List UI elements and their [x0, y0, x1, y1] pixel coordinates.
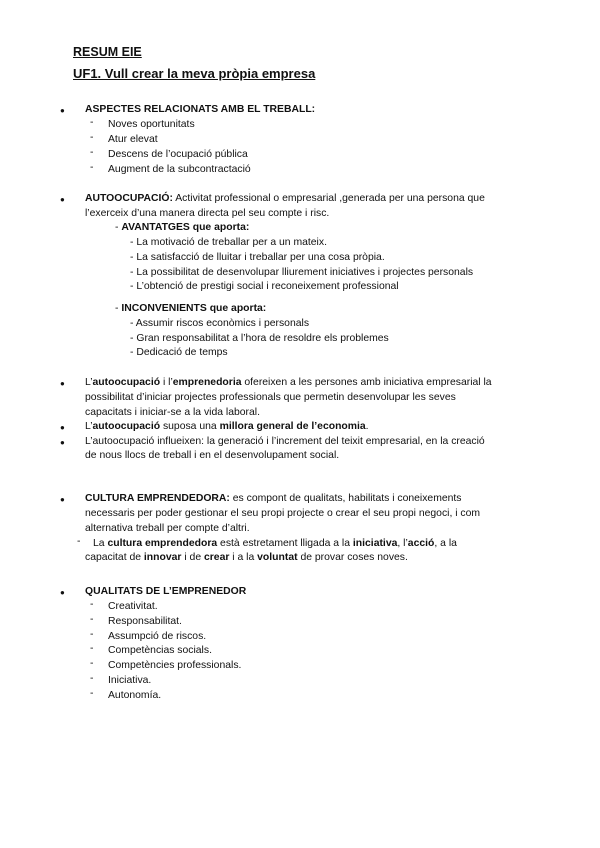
dash-icon: -	[90, 147, 94, 158]
text-run: L’	[85, 377, 93, 388]
list-item-text: La motivació de treballar per a un mateix.	[136, 237, 327, 248]
subheading-label: INCONVENIENTS que aporta:	[121, 303, 267, 314]
subheading-avantatges	[115, 220, 249, 235]
subheading-label: AVANTATGES que aporta:	[121, 222, 250, 233]
text-run-bold: crear	[203, 552, 230, 563]
text-run: L’	[85, 421, 93, 432]
bullet-icon: ●	[60, 438, 65, 447]
text-run-bold: autoocupació	[92, 377, 161, 388]
paragraph-text: alternativa treball per compte d’altri.	[85, 523, 250, 534]
text-run: i a la	[229, 552, 258, 563]
text-run-bold: millora general de l’economia	[219, 421, 366, 432]
list-item: Competències professionals.	[108, 660, 242, 671]
text-run: .	[365, 421, 369, 432]
bullet-icon: ●	[60, 195, 65, 204]
list-item-text: Gran responsabilitat a l’hora de resoldre els problemes	[136, 333, 389, 344]
paragraph-text	[85, 550, 408, 565]
list-item-text: La possibilitat de desenvolupar lliurement iniciatives i projectes personals	[136, 267, 474, 278]
dash-icon: -	[90, 629, 94, 640]
paragraph-text: Activitat professional o empresarial ,generada per una persona que	[172, 193, 485, 204]
bullet-icon: ●	[60, 588, 65, 597]
paragraph-text: possibilitat d’iniciar projectes professionals que permetin desenvolupar les seves	[85, 392, 456, 403]
dash-icon: -	[90, 688, 94, 699]
list-item: Descens de l’ocupació pública	[108, 149, 248, 160]
text-run-bold: autoocupació	[92, 421, 161, 432]
bullet-icon: ●	[60, 495, 65, 504]
dash-icon: -	[90, 599, 94, 610]
dash-icon: -	[90, 614, 94, 625]
list-item: - Assumir riscos econòmics i personals	[130, 318, 310, 329]
paragraph-text	[85, 419, 369, 434]
list-item: - L’obtenció de prestigi social i reconeixement professional	[130, 281, 399, 292]
text-run-bold: acció	[407, 538, 435, 549]
list-item-text: Dedicació de temps	[136, 347, 228, 358]
list-item-text: Assumir riscos econòmics i personals	[135, 318, 310, 329]
list-item: Atur elevat	[108, 134, 158, 145]
text-run: capacitat de	[85, 552, 144, 563]
paragraph-text: capacitats i iniciar-se a la vida laboral.	[85, 407, 260, 418]
text-run: , l’	[397, 538, 408, 549]
list-item: Iniciativa.	[108, 675, 152, 686]
document-subtitle: UF1. Vull crear la meva pròpia empresa	[73, 66, 316, 81]
bullet-icon: ●	[60, 106, 65, 115]
paragraph-text	[85, 375, 492, 390]
dash-icon: -	[115, 303, 122, 314]
list-item: Augment de la subcontractació	[108, 164, 251, 175]
text-run-bold: emprenedoria	[172, 377, 242, 388]
paragraph-cultura	[85, 491, 462, 506]
text-run: i de	[181, 552, 204, 563]
text-run: està estretament lligada a la	[217, 538, 353, 549]
list-item: Competèncias socials.	[108, 645, 212, 656]
text-run-bold: iniciativa	[352, 538, 398, 549]
dash-icon: -	[77, 536, 81, 547]
section-heading-aspectes: ASPECTES RELACIONATS AMB EL TREBALL:	[85, 104, 316, 115]
dash-icon: -	[90, 658, 94, 669]
paragraph-text: l’exerceix d’una manera directa pel seu compte i risc.	[85, 208, 330, 219]
list-item: - Dedicació de temps	[130, 347, 228, 358]
list-item: - La motivació de treballar per a un mateix.	[130, 237, 327, 248]
bullet-icon: ●	[60, 379, 65, 388]
list-item: - La possibilitat de desenvolupar lliurement iniciatives i projectes personals	[130, 267, 474, 278]
dash-icon: -	[115, 222, 122, 233]
text-run: ofereixen a les persones amb iniciativa empresarial la	[241, 377, 492, 388]
dash-icon: -	[90, 162, 94, 173]
list-item: Creativitat.	[108, 601, 158, 612]
bullet-icon: ●	[60, 423, 65, 432]
document-title: RESUM EIE	[73, 45, 142, 59]
subheading-inconvenients	[115, 301, 266, 316]
text-run: es compont de qualitats, habilitats i coneixements	[229, 493, 462, 504]
dash-icon: -	[90, 673, 94, 684]
section-heading-cultura: CULTURA EMPRENDEDORA:	[85, 493, 230, 504]
list-item: - La satisfacció de lluitar i treballar per una cosa pròpia.	[130, 252, 385, 263]
paragraph-text	[93, 536, 457, 551]
paragraph-text: L’autoocupació influeixen: la generació i l’increment del teixit empresarial, en la creació	[85, 436, 485, 447]
list-item: - Gran responsabilitat a l’hora de resoldre els problemes	[130, 333, 389, 344]
text-run-bold: voluntat	[257, 552, 298, 563]
text-run-bold: cultura emprendedora	[107, 538, 218, 549]
section-heading-qualitats: QUALITATS DE L’EMPRENEDOR	[85, 586, 247, 597]
text-run: i l’	[160, 377, 173, 388]
dash-icon: -	[90, 117, 94, 128]
dash-icon: -	[90, 132, 94, 143]
list-item: Responsabilitat.	[108, 616, 182, 627]
list-item-text: La satisfacció de lluitar i treballar per una cosa pròpia.	[136, 252, 385, 263]
text-run: , a la	[434, 538, 457, 549]
text-run: La	[93, 538, 108, 549]
paragraph-text: necessaris per poder gestionar el seu propi projecte o crear el seu propi negoci, i com	[85, 508, 481, 519]
text-run: de provar coses noves.	[297, 552, 408, 563]
list-item: Autonomía.	[108, 690, 162, 701]
text-run: suposa una	[160, 421, 220, 432]
text-run-bold: innovar	[143, 552, 182, 563]
list-item: Noves oportunitats	[108, 119, 195, 130]
paragraph-autoocupacio	[85, 191, 485, 206]
paragraph-text: de nous llocs de treball i en el desenvolupament social.	[85, 450, 340, 461]
dash-icon: -	[90, 643, 94, 654]
section-heading-autoocupacio: AUTOOCUPACIÓ:	[85, 193, 173, 204]
list-item: Assumpció de riscos.	[108, 631, 207, 642]
list-item-text: L’obtenció de prestigi social i reconeixement professional	[136, 281, 399, 292]
